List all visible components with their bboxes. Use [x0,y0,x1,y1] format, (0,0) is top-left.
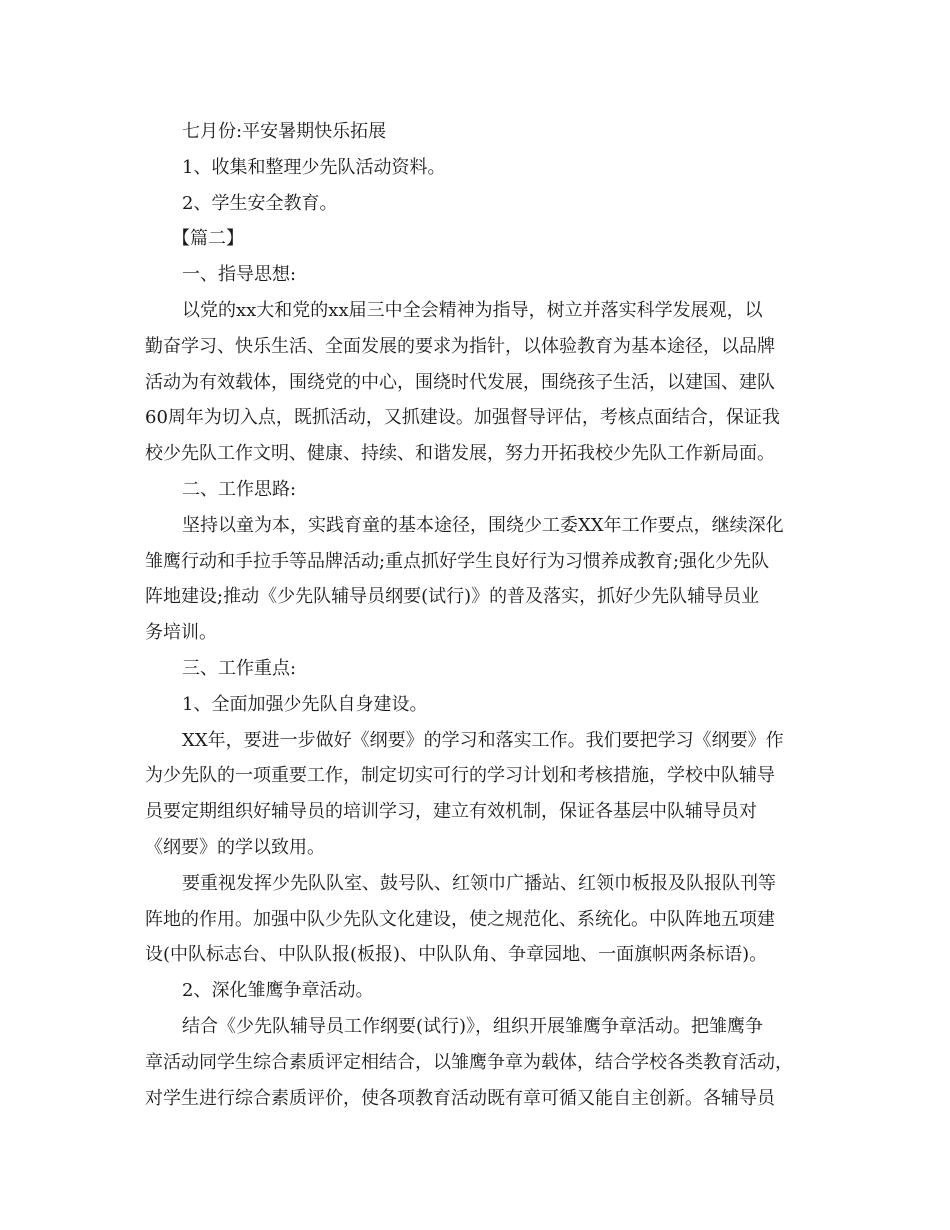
text-line: 阵地的作用。加强中队少先队文化建设，使之规范化、系统化。中队阵地五项建 [145,908,775,930]
text-line: 结合《少先队辅导员工作纲要(试行)》，组织开展雏鹰争章活动。把雏鹰争 [182,1015,764,1037]
document-body [0,114,950,1116]
text-line: 活动为有效载体，围绕党的中心，围绕时代发展，围绕孩子生活，以建国、建队 [145,371,775,393]
text-line: 七月份:平安暑期快乐拓展 [182,121,387,142]
text-line: 校少先队工作文明、健康、持续、和谐发展，努力开拓我校少先队工作新局面。 [145,443,775,465]
text-line: 1、收集和整理少先队活动资料。 [182,156,446,178]
text-line: 1、全面加强少先队自身建设。 [182,693,428,715]
text-line: 对学生进行综合素质评价，使各项教育活动既有章可循又能自主创新。各辅导员 [145,1087,775,1109]
text-line: XX年，要进一步做好《纲要》的学习和落实工作。我们要把学习《纲要》作 [182,729,784,751]
text-line: 员要定期组织好辅导员的培训学习，建立有效机制，保证各基层中队辅导员对 [145,801,757,823]
section-heading: 三、工作重点: [182,657,297,679]
text-line: 60周年为切入点，既抓活动，又抓建设。加强督导评估，考核点面结合，保证我 [145,407,780,429]
text-line: 阵地建设;推动《少先队辅导员纲要(试行)》的普及落实，抓好少先队辅导员业 [145,586,760,608]
text-line: 章活动同学生综合素质评定相结合，以雏鹰争章为载体，结合学校各类教育活动， [145,1051,793,1073]
text-line: 2、深化雏鹰争章活动。 [182,980,374,1002]
section-heading: 【篇二】 [172,228,244,250]
text-line: 雏鹰行动和手拉手等品牌活动;重点抓好学生良好行为习惯养成教育;强化少先队 [145,550,770,572]
text-line: 勤奋学习、快乐生活、全面发展的要求为指针，以体验教育为基本途径，以品牌 [145,335,775,357]
text-line: 以党的xx大和党的xx届三中全会精神为指导，树立并落实科学发展观，以 [182,299,763,321]
text-line: 《纲要》的学以致用。 [145,836,325,858]
text-line: 设(中队标志台、中队队报(板报)、中队队角、争章园地、一面旗帜两条标语)。 [145,944,768,966]
text-line: 2、学生安全教育。 [182,192,338,214]
text-line: 为少先队的一项重要工作，制定切实可行的学习计划和考核措施，学校中队辅导 [145,765,775,787]
section-heading: 一、指导思想: [182,264,297,286]
text-line: 务培训。 [145,622,217,644]
text-line: 要重视发挥少先队队室、鼓号队、红领巾广播站、红领巾板报及队报队刊等 [182,872,776,894]
text-line: 坚持以童为本，实践育童的基本途径，围绕少工委XX年工作要点，继续深化 [182,514,784,536]
section-heading: 二、工作思路: [182,478,297,500]
